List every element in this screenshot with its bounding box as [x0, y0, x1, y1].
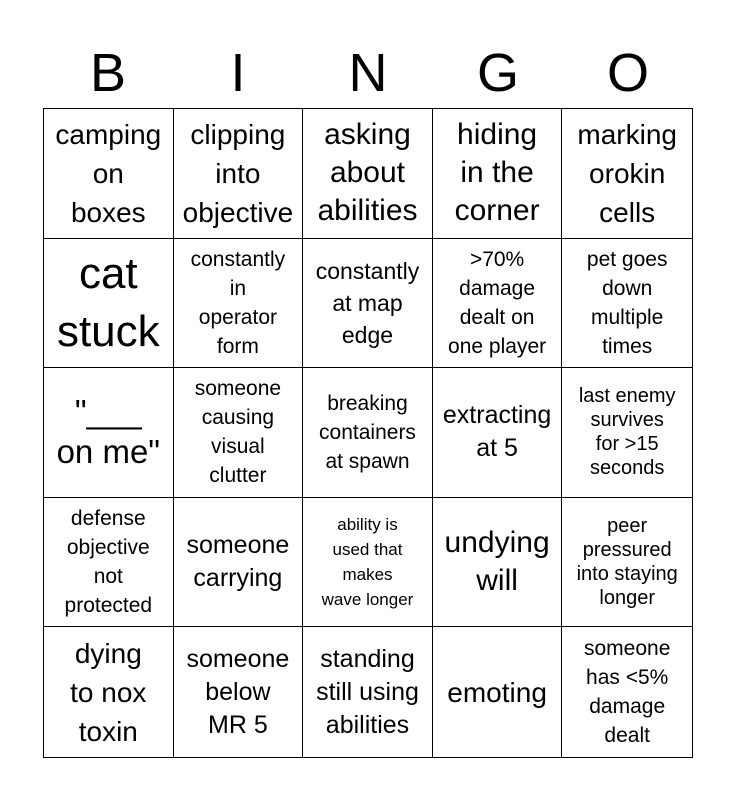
cell-label: peer pressured into staying longer	[576, 515, 678, 610]
bingo-cell-r1c4[interactable]	[433, 109, 563, 239]
cell-label: cat stuck	[56, 248, 160, 356]
bingo-cell-r1c3[interactable]	[303, 109, 433, 239]
bingo-cell-r3c3[interactable]	[303, 368, 433, 498]
cell-label: someone carrying	[186, 531, 290, 593]
cell-label: someone has <5% damage dealt	[584, 637, 671, 748]
cell-label: clipping into objective	[182, 118, 294, 228]
bingo-cell-r3c2[interactable]	[174, 368, 304, 498]
cell-label: constantly in operator form	[190, 247, 286, 358]
cell-label: breaking containers at spawn	[319, 391, 416, 473]
cell-label: "___ on me"	[56, 393, 161, 471]
bingo-cell-r5c2[interactable]	[174, 627, 304, 757]
bingo-cell-r5c5[interactable]	[562, 627, 692, 757]
cell-label: asking about abilities	[317, 118, 418, 228]
cell-label: >70% damage dealt on one player	[448, 247, 547, 358]
bingo-cell-r5c3[interactable]	[303, 627, 433, 757]
cell-label: ability is used that makes wave longer	[321, 515, 414, 610]
bingo-cell-r4c3[interactable]	[303, 498, 433, 628]
header-letter-b: B	[89, 43, 127, 103]
header-letter-n: N	[348, 43, 388, 103]
cell-label: pet goes down multiple times	[586, 247, 668, 358]
cell-label: dying to nox toxin	[70, 637, 147, 747]
bingo-cell-r1c5[interactable]	[562, 109, 692, 239]
cell-label: constantly at map edge	[315, 257, 420, 348]
bingo-cell-r2c1[interactable]	[44, 239, 174, 369]
bingo-header	[43, 38, 693, 108]
cell-label: standing still using abilities	[316, 644, 419, 739]
bingo-cell-r2c2[interactable]	[174, 239, 304, 369]
bingo-cell-r4c1[interactable]	[44, 498, 174, 628]
cell-label: someone below MR 5	[186, 644, 290, 739]
bingo-cell-r3c5[interactable]	[562, 368, 692, 498]
bingo-cell-r1c2[interactable]	[174, 109, 304, 239]
cell-label: marking orokin cells	[577, 118, 677, 228]
cell-label: defense objective not protected	[64, 507, 153, 618]
bingo-cell-r4c5[interactable]	[562, 498, 692, 628]
cell-label: undying will	[444, 526, 550, 598]
bingo-cell-r3c4[interactable]	[433, 368, 563, 498]
bingo-cell-r2c4[interactable]	[433, 239, 563, 369]
header-letter-g: G	[476, 43, 519, 103]
bingo-cell-r3c1[interactable]	[44, 368, 174, 498]
bingo-cell-r5c4[interactable]	[433, 627, 563, 757]
bingo-cell-r2c3[interactable]	[303, 239, 433, 369]
bingo-cell-r1c1[interactable]	[44, 109, 174, 239]
header-letter-o: O	[606, 43, 649, 103]
header-letter-i: I	[230, 43, 246, 103]
bingo-cell-r2c5[interactable]	[562, 239, 692, 369]
cell-label: hiding in the corner	[454, 118, 540, 228]
cell-label: extracting at 5	[442, 401, 552, 463]
bingo-cell-r5c1[interactable]	[44, 627, 174, 757]
cell-label: someone causing visual clutter	[194, 377, 282, 488]
cell-label: camping on boxes	[55, 118, 162, 228]
cell-label: last enemy survives for >15 seconds	[578, 385, 676, 480]
cell-label: emoting	[447, 676, 547, 708]
bingo-cell-r4c2[interactable]	[174, 498, 304, 628]
bingo-grid	[43, 108, 693, 758]
bingo-cell-r4c4[interactable]	[433, 498, 563, 628]
